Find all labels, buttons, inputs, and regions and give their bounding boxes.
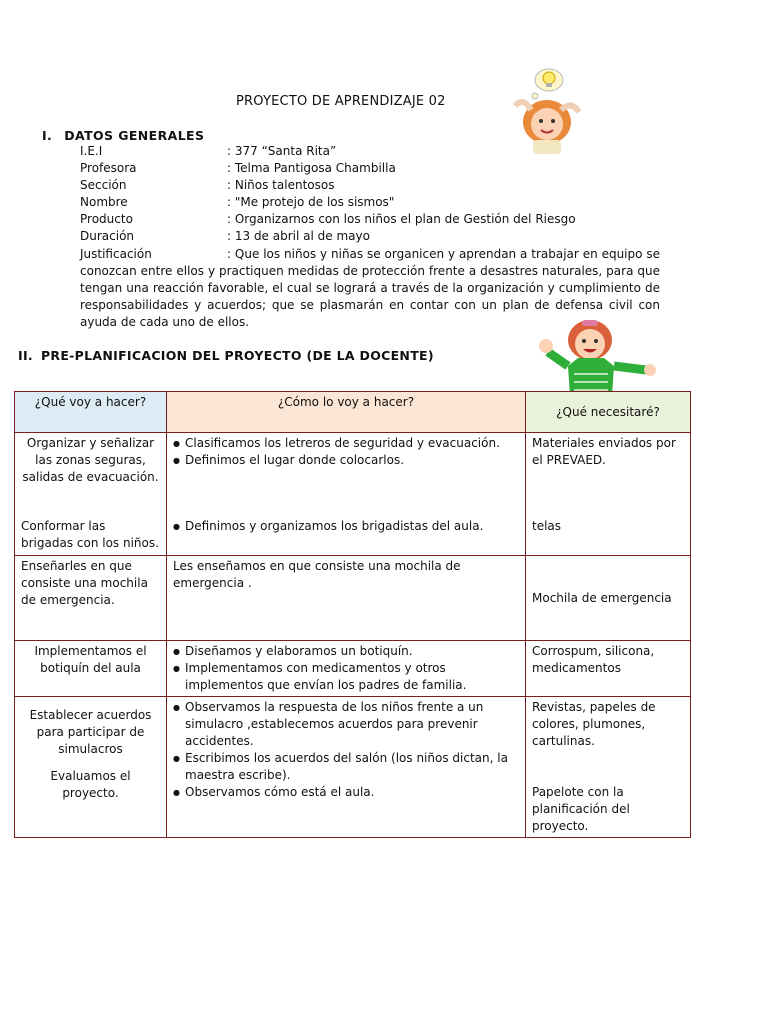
table-row <box>15 433 691 556</box>
justification-paragraph: Justificación : Que los niños y niñas se organicen y aprendan a trabajar en equipo se conozcan entre ellos y practiquen medidas de protección frente a desastres naturales, para que tengan una reacción favorable, el cual se logrará a través de la organización y cumplimiento de responsabilidades y acuerdos; que se plasmarán en contar con un plan de defensa civil con ayuda de cada uno de ellos. <box>80 247 660 329</box>
cell-text: Materiales enviados por el PREVAED. <box>532 436 676 467</box>
planning-table <box>14 391 691 838</box>
info-row-profesora: Profesora : Telma Pantigosa Chambilla <box>80 161 396 175</box>
info-row-producto: Producto : Organizarnos con los niños el plan de Gestión del Riesgo <box>80 212 576 226</box>
info-row-duracion: Duración : 13 de abril al de mayo <box>80 229 370 243</box>
table-row <box>15 641 691 697</box>
cell-text: Establecer acuerdos para participar de simulacros <box>29 708 152 756</box>
header-que-necesitare: ¿Qué necesitaré? <box>526 392 691 433</box>
list-item: ● Diseñamos y elaboramos un botiquín. <box>173 643 519 660</box>
girl-green-dress-illustration <box>528 318 660 396</box>
girl-lightbulb-illustration <box>505 66 587 156</box>
table-row <box>15 697 691 838</box>
table-cell <box>167 697 526 838</box>
table-cell <box>15 433 167 556</box>
cell-text: Evaluamos el proyecto. <box>50 769 131 800</box>
list-item: ● Definimos y organizamos los brigadistas del aula. <box>173 518 519 535</box>
info-row-seccion: Sección : Niños talentosos <box>80 178 335 192</box>
table-cell: Corrospum, silicona, medicamentos <box>526 641 691 697</box>
table-cell: Les enseñamos en que consiste una mochila de emergencia . <box>167 556 526 641</box>
table-header-row <box>15 392 691 433</box>
cell-text: telas <box>532 519 562 533</box>
cell-text: Revistas, papeles de colores, plumones, cartulinas. <box>532 700 656 748</box>
section-2-heading: II. PRE-PLANIFICACION DEL PROYECTO (DE LA DOCENTE) <box>18 348 434 363</box>
list-item: ● Implementamos con medicamentos y otros implementos que envían los padres de familia. <box>173 660 519 694</box>
table-cell <box>526 433 691 556</box>
info-row-nombre: Nombre : "Me protejo de los sismos" <box>80 195 395 209</box>
list-item: ● Escribimos los acuerdos del salón (los niños dictan, la maestra escribe). <box>173 750 519 784</box>
header-que-hacer: ¿Qué voy a hacer? <box>15 392 167 433</box>
table-cell <box>526 697 691 838</box>
info-row-iei: I.E.I : 377 “Santa Rita” <box>80 144 337 158</box>
list-item: ● Clasificamos los letreros de seguridad y evacuación. <box>173 435 519 452</box>
table-cell: Mochila de emergencia <box>526 556 691 641</box>
table-cell: Implementamos el botiquín del aula <box>15 641 167 697</box>
table-cell <box>167 641 526 697</box>
page-title: PROYECTO DE APRENDIZAJE 02 <box>236 94 446 109</box>
table-cell: Enseñarles en que consiste una mochila de emergencia. <box>15 556 167 641</box>
table-row <box>15 556 691 641</box>
header-como-hacer: ¿Cómo lo voy a hacer? <box>167 392 526 433</box>
list-item: ● Observamos cómo está el aula. <box>173 784 519 801</box>
cell-text: Papelote con la planificación del proyecto. <box>532 785 630 833</box>
list-item: ● Definimos el lugar donde colocarlos. <box>173 452 519 469</box>
table-cell <box>167 433 526 556</box>
section-1-heading: I. DATOS GENERALES <box>42 128 205 143</box>
table-cell <box>15 697 167 838</box>
cell-text: Organizar y señalizar las zonas seguras, salidas de evacuación. <box>22 436 159 484</box>
list-item: ● Observamos la respuesta de los niños frente a un simulacro ,establecemos acuerdos para prevenir accidentes. <box>173 699 519 750</box>
cell-text: Conformar las brigadas con los niños. <box>21 519 159 550</box>
